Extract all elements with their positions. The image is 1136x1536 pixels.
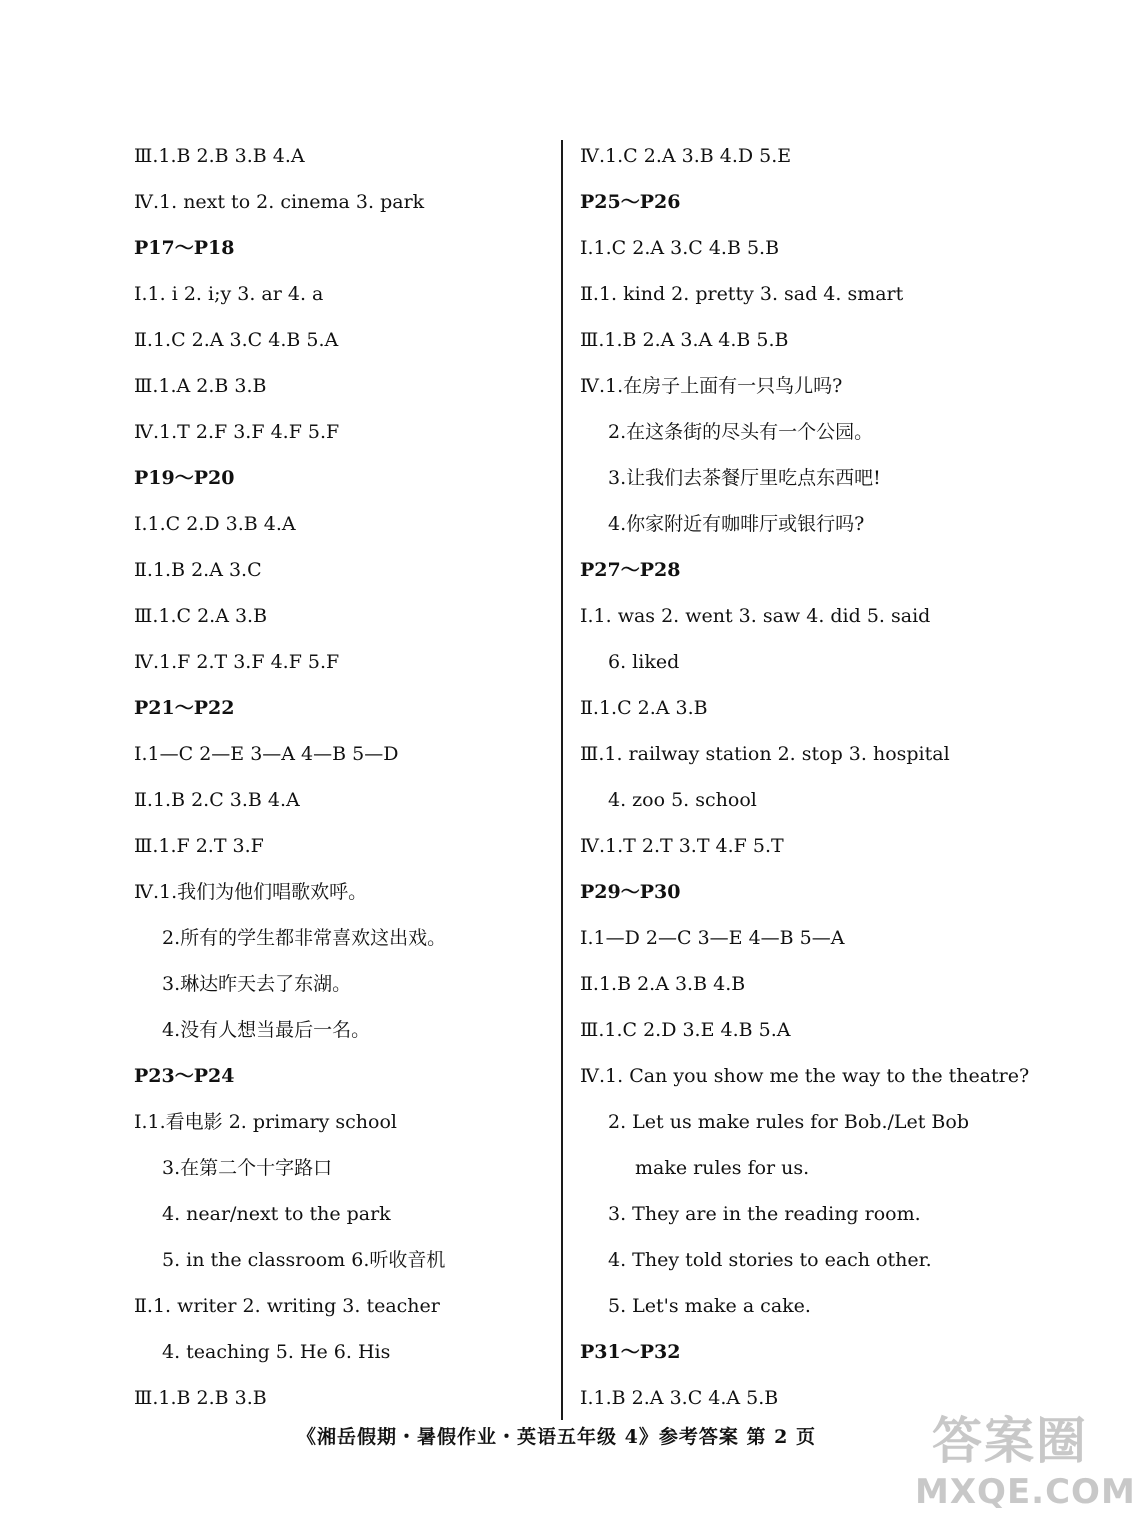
section-heading: P29～P30 [580,881,681,903]
answer-line: Ⅰ.1.C 2.A 3.C 4.B 5.B [580,237,780,259]
answer-line: Ⅰ.1—D 2—C 3—E 4—B 5—A [580,927,845,949]
answer-line: Ⅲ.1.B 2.B 3.B [134,1387,267,1409]
answer-line: Ⅰ.1. was 2. went 3. saw 4. did 5. said [580,605,931,627]
answer-line: Ⅲ.1.A 2.B 3.B [134,375,267,397]
answer-line: Ⅰ.1.B 2.A 3.C 4.A 5.B [580,1387,779,1409]
answer-line: 4.你家附近有咖啡厅或银行吗? [608,513,865,535]
answer-line: 3.琳达昨天去了东湖。 [162,973,352,995]
answer-line: 4. teaching 5. He 6. His [162,1341,391,1363]
answer-line: Ⅳ.1.T 2.T 3.T 4.F 5.T [580,835,784,857]
answer-line: 2.在这条街的尽头有一个公园。 [608,421,874,443]
answer-line: 4. zoo 5. school [608,789,757,811]
answer-line: Ⅲ.1.C 2.D 3.E 4.B 5.A [580,1019,791,1041]
section-heading: P17～P18 [134,237,235,259]
answer-line: 4.没有人想当最后一名。 [162,1019,371,1041]
answer-line: 6. liked [608,651,680,673]
section-heading: P25～P26 [580,191,681,213]
answer-line: Ⅱ.1.B 2.A 3.C [134,559,262,581]
answer-line: Ⅰ.1.看电影 2. primary school [134,1111,397,1133]
answer-line: Ⅰ.1. i 2. i;y 3. ar 4. a [134,283,324,305]
answer-line: make rules for us. [635,1157,810,1179]
answer-line: Ⅱ.1.C 2.A 3.C 4.B 5.A [134,329,339,351]
answer-line: Ⅲ.1.B 2.A 3.A 4.B 5.B [580,329,789,351]
answer-line: 2. Let us make rules for Bob./Let Bob [608,1111,969,1133]
section-heading: P27～P28 [580,559,681,581]
page-footer: 《湘岳假期・暑假作业・英语五年级 4》参考答案 第 2 页 [297,1426,816,1448]
answer-line: Ⅱ.1. kind 2. pretty 3. sad 4. smart [580,283,904,305]
section-heading: P19～P20 [134,467,235,489]
answer-line: 4. They told stories to each other. [608,1249,932,1271]
watermark-top-text: 答案圈 [932,1412,1088,1470]
answer-line: 3.让我们去茶餐厅里吃点东西吧! [608,467,881,489]
left-answer-column [134,133,544,1421]
column-divider [561,140,563,1420]
right-answer-column [580,133,1030,1421]
answer-line: 5. in the classroom 6.听收音机 [162,1249,446,1271]
answer-line: Ⅳ.1.在房子上面有一只鸟儿吗? [580,375,843,397]
section-heading: P31～P32 [580,1341,681,1363]
answer-line: 2.所有的学生都非常喜欢这出戏。 [162,927,447,949]
answer-line: Ⅲ.1. railway station 2. stop 3. hospital [580,743,950,765]
answer-line: Ⅳ.1.F 2.T 3.F 4.F 5.F [134,651,340,673]
answer-line: 5. Let's make a cake. [608,1295,811,1317]
answer-line: Ⅳ.1.T 2.F 3.F 4.F 5.F [134,421,340,443]
answer-line: Ⅲ.1.B 2.B 3.B 4.A [134,145,305,167]
answer-line: Ⅳ.1. Can you show me the way to the theatre? [580,1065,1030,1087]
watermark-bottom-text: MXQE.COM [915,1472,1136,1512]
answer-line: Ⅲ.1.C 2.A 3.B [134,605,268,627]
answer-line: Ⅱ.1.C 2.A 3.B [580,697,708,719]
answer-line: Ⅲ.1.F 2.T 3.F [134,835,264,857]
answer-line: Ⅱ.1.B 2.A 3.B 4.B [580,973,746,995]
answer-line: 3.在第二个十字路口 [162,1157,333,1179]
answer-line: Ⅳ.1. next to 2. cinema 3. park [134,191,425,213]
answer-line: Ⅰ.1.C 2.D 3.B 4.A [134,513,296,535]
answer-line: Ⅱ.1.B 2.C 3.B 4.A [134,789,300,811]
watermark-logo [915,1410,1136,1530]
answer-line: 3. They are in the reading room. [608,1203,921,1225]
answer-line: Ⅰ.1—C 2—E 3—A 4—B 5—D [134,743,399,765]
answer-line: 4. near/next to the park [162,1203,391,1225]
answer-line: Ⅳ.1.我们为他们唱歌欢呼。 [134,881,368,903]
answer-line: Ⅱ.1. writer 2. writing 3. teacher [134,1295,440,1317]
answer-line: Ⅳ.1.C 2.A 3.B 4.D 5.E [580,145,792,167]
section-heading: P23～P24 [134,1065,235,1087]
section-heading: P21～P22 [134,697,235,719]
